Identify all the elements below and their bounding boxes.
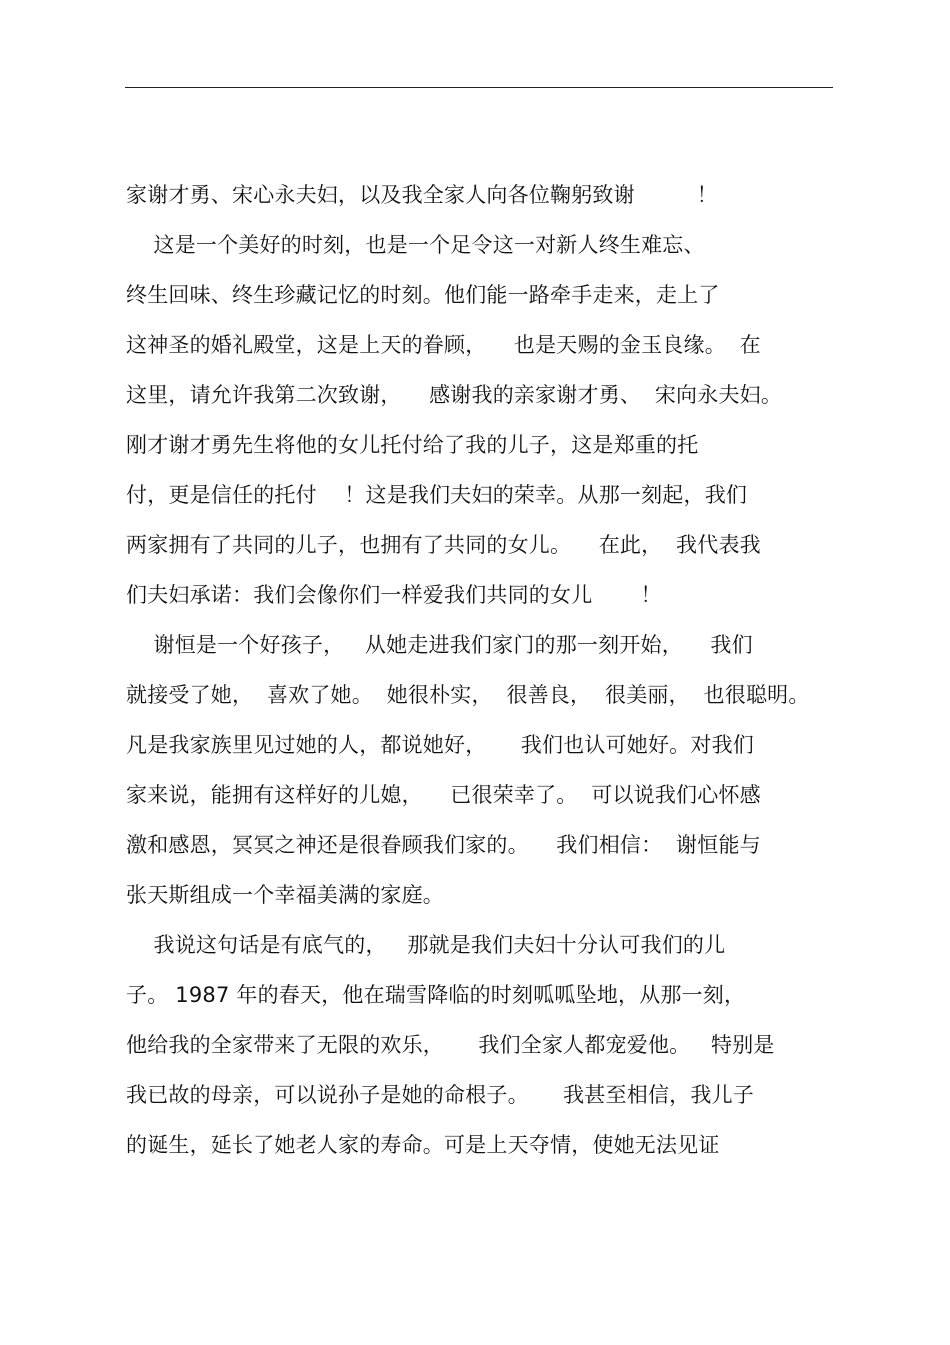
header-rule xyxy=(125,87,833,88)
text-line: 的诞生，延长了她老人家的寿命。可是上天夺情，使她无法见证 xyxy=(126,1133,720,1157)
text-line: 付，更是信任的托付 ！这是我们夫妇的荣幸。从那一刻起，我们 xyxy=(126,483,748,507)
text-line: 这里，请允许我第二次致谢， 感谢我的亲家谢才勇、 宋向永夫妇。 xyxy=(126,383,783,407)
text-line: 凡是我家族里见过她的人，都说她好， 我们也认可她好。对我们 xyxy=(126,733,754,757)
text-line: 谢恒是一个好孩子， 从她走进我们家门的那一刻开始， 我们 xyxy=(126,633,753,657)
text-line: 家来说，能拥有这样好的儿媳， 已很荣幸了。 可以说我们心怀感 xyxy=(126,783,761,807)
text-line: 子。 1987 年的春天，他在瑞雪降临的时刻呱呱坠地，从那一刻， xyxy=(126,983,746,1007)
text-line: 我说这句话是有底气的， 那就是我们夫妇十分认可我们的儿 xyxy=(126,933,726,957)
text-line: 们夫妇承诺：我们会像你们一样爱我们共同的女儿 ！ xyxy=(126,583,662,607)
text-line: 刚才谢才勇先生将他的女儿托付给了我的儿子，这是郑重的托 xyxy=(126,433,699,457)
text-line: 我已故的母亲，可以说孙子是她的命根子。 我甚至相信，我儿子 xyxy=(126,1083,754,1107)
text-line: 就接受了她， 喜欢了她。 她很朴实， 很善良， 很美丽， 也很聪明。 xyxy=(126,683,810,707)
text-line: 激和感恩，冥冥之神还是很眷顾我们家的。 我们相信： 谢恒能与 xyxy=(126,833,761,857)
text-line: 两家拥有了共同的儿子，也拥有了共同的女儿。 在此， 我代表我 xyxy=(126,533,761,557)
text-line: 家谢才勇、宋心永夫妇，以及我全家人向各位鞠躬致谢 ！ xyxy=(126,183,718,207)
text-line: 他给我的全家带来了无限的欢乐， 我们全家人都宠爱他。 特别是 xyxy=(126,1033,775,1057)
text-line: 张天斯组成一个幸福美满的家庭。 xyxy=(126,883,444,907)
text-line: 这神圣的婚礼殿堂，这是上天的眷顾， 也是天赐的金玉良缘。 在 xyxy=(126,333,761,357)
text-line: 终生回味、终生珍藏记忆的时刻。他们能一路牵手走来，走上了 xyxy=(126,283,720,307)
text-line: 这是一个美好的时刻，也是一个足令这一对新人终生难忘、 xyxy=(126,233,705,257)
